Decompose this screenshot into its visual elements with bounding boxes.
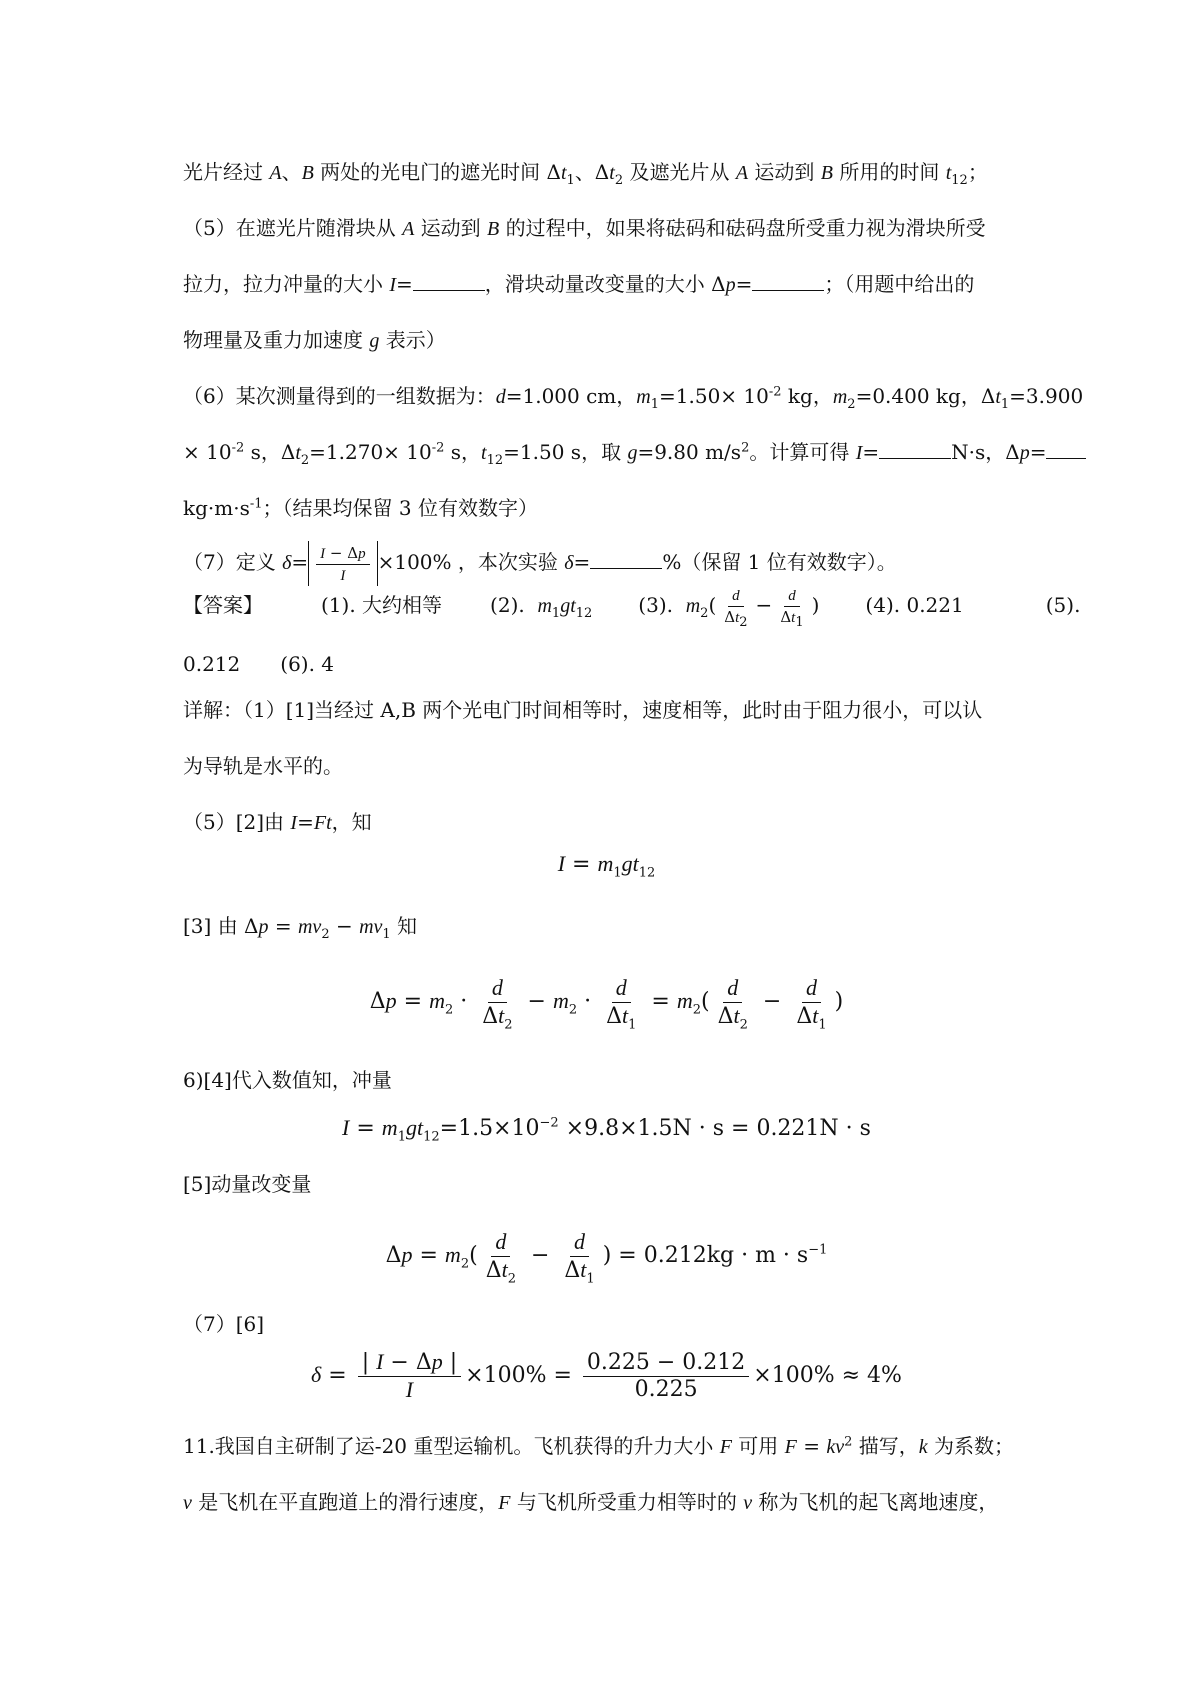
text-line-2: （5）在遮光片随滑块从 A 运动到 B 的过程中，如果将砝码和砝码盘所受重力视为滑块所受 — [183, 216, 986, 240]
text-span: 运动到 — [748, 160, 821, 184]
formula-impulse-value: $I = m_1gt_{12}=1.5\times 10^{-2} \times 9.8\times 1.5N \cdot s = 0.221N \cdot s$ — [342, 1115, 871, 1145]
text-span: （5）[2]由 — [183, 810, 291, 834]
answer-blank[interactable] — [752, 290, 824, 291]
explain-line-3: （5）[2]由 I=Ft，知 — [183, 810, 372, 834]
text-span: （7）定义 — [183, 550, 283, 574]
text-span: 光片经过 — [183, 160, 270, 184]
text-line-3: 拉力，拉力冲量的大小 I= ，滑块动量改变量的大小 Δp= ；（用题中给出的 — [183, 272, 975, 296]
text-span: 6)[4]代入数值知，冲量 — [183, 1068, 392, 1092]
text-span: 所用的时间 — [832, 160, 946, 184]
text-span: ，本次实验 — [457, 550, 565, 574]
text-line-1: 光片经过 A、B 两处的光电门的遮光时间 $\Delta t_1$、$\Delta t_2$ 及遮光片从 A 运动到 B 所用的时间 $t_{12}$； — [183, 160, 988, 188]
answer-blank[interactable] — [413, 290, 485, 291]
answer-blank[interactable] — [879, 458, 951, 459]
text-line-7: $kg\cdot m\cdot s^{-1}$；（结果均保留 3 位有效数字） — [183, 496, 538, 520]
question-11-line-1: 11.我国自主研制了运-20 重型运输机。飞机获得的升力大小 F 可用 $F = kv^2$ 描写，k 为系数； — [183, 1434, 1015, 1458]
formula-momentum: $\Delta p = m_2$ · $\frac{d}{\Delta t_2}$ − $m_2$ · $\frac{d}{\Delta t_1}$ = $m_2$( $\frac{d}{\Delta t_2}$ − $\frac{d}{\Delta t_1}$ ) — [369, 974, 844, 1032]
text-span: ，滑块动量改变量的大小 — [484, 272, 712, 296]
formula-momentum-value: $\Delta p = m_2$( $\frac{d}{\Delta t_2}$ − $\frac{d}{\Delta t_1}$ ) = $0.212kg \cdot m \cdot s^{-1}$ — [385, 1228, 828, 1286]
text-span: [5]动量改变量 — [183, 1172, 312, 1196]
var-A: A — [269, 162, 282, 184]
formula-impulse: $I = m_1gt_{12}$ — [557, 851, 656, 881]
answer-item-1: (1). 大约相等 — [321, 593, 443, 617]
answer-blank[interactable] — [590, 568, 662, 569]
text-line-8: （7）定义 δ= $\frac{I - \Delta p}{I}$ ×100% ，本次实验 δ= %（保留 1 位有效数字）。 — [183, 540, 1030, 586]
explain-line-2 — [183, 752, 1030, 780]
explain-line-4: [3] 由 $\Delta p = mv_2 - mv_1$ 知 — [183, 914, 418, 942]
text-span: 。计算可得 — [749, 440, 856, 464]
text-span: 是飞机在平直跑道上的滑行速度， — [191, 1490, 499, 1514]
text-span: （6）某次测量得到的一组数据为： — [183, 384, 496, 408]
text-span: 拉力，拉力冲量的大小 — [183, 272, 390, 296]
answer-line-2 — [183, 650, 1030, 678]
explain-line-7 — [183, 1310, 1030, 1338]
text-span: 描写， — [852, 1434, 919, 1458]
answer-item-6: (6). 4 — [280, 652, 335, 676]
text-span: （5）在遮光片随滑块从 — [183, 216, 403, 240]
text-span: 可用 — [731, 1434, 785, 1458]
explain-line-1 — [183, 696, 1030, 724]
text-line-6: × $10^{-2}$ s，$\Delta t_2=1.270\times 10^{-2}$ s，$t_{12}=1.50$ s，取 g=9.80 $m/s^2$。计算可得 I= N·s，Δp= — [183, 438, 1030, 467]
text-span: ；（用题中给出的 — [824, 272, 975, 296]
text-span: ；（结果均保留 3 位有效数字） — [262, 496, 538, 520]
text-span: 为导轨是水平的。 — [183, 754, 343, 778]
answer-line: 【答案】 (1). 大约相等 (2). $m_1gt_{12}$ (3). $m_2$( $\frac{d}{\Delta t_2}$ − $\frac{d}{\Delta t_1}$ ) (4). 0.221 (5). — [183, 574, 1030, 637]
answer-item-5: 0.212 — [183, 652, 241, 676]
text-span: 详解：（1）[1]当经过 A,B 两个光电门时间相等时，速度相等，此时由于阻力很小，可以认 — [183, 698, 983, 722]
text-span: 的过程中，如果将砝码和砝码盘所受重力视为滑块所受 — [499, 216, 986, 240]
text-span: 物理量及重力加速度 — [183, 328, 370, 352]
answer-item-4: (4). 0.221 — [865, 593, 964, 617]
text-span: 运动到 — [414, 216, 488, 240]
text-span: 及遮光片从 — [623, 160, 736, 184]
text-span: 两处的光电门的遮光时间 — [313, 160, 547, 184]
text-line-5: （6）某次测量得到的一组数据为：d=1.000 cm，$m_1=1.50\times 10^{-2}$ kg，$m_2=0.400$ kg，$\Delta t_1=3.900$ — [183, 384, 1084, 412]
text-span: %（保留 1 位有效数字）。 — [662, 550, 897, 574]
text-line-4: 物理量及重力加速度 g 表示） — [183, 328, 446, 352]
text-span: （7）[6] — [183, 1312, 265, 1336]
text-span: 取 — [601, 440, 628, 464]
text-span: 为系数； — [927, 1434, 1015, 1458]
text-span: 称为飞机的起飞离地速度， — [752, 1490, 999, 1514]
text-span: 11.我国自主研制了运-20 重型运输机。飞机获得的升力大小 — [183, 1434, 720, 1458]
text-span: 表示） — [379, 328, 446, 352]
question-11-line-2: v 是飞机在平直跑道上的滑行速度，F 与飞机所受重力相等时的 v 称为飞机的起飞离地速度， — [183, 1490, 999, 1514]
explain-line-6 — [183, 1170, 1030, 1198]
formula-delta: δ = $\frac{| I - \Delta p |}{I}$ ×100% = $\frac{0.225 - 0.212}{0.225}$ ×100% ≈ 4% — [311, 1348, 902, 1402]
var-B: B — [301, 162, 314, 184]
text-span: 、 — [281, 160, 302, 184]
explain-line-5 — [183, 1066, 1030, 1094]
answer-blank[interactable] — [1046, 458, 1086, 459]
answer-label: 【答案】 — [183, 593, 263, 617]
text-span: 与飞机所受重力相等时的 — [510, 1490, 744, 1514]
